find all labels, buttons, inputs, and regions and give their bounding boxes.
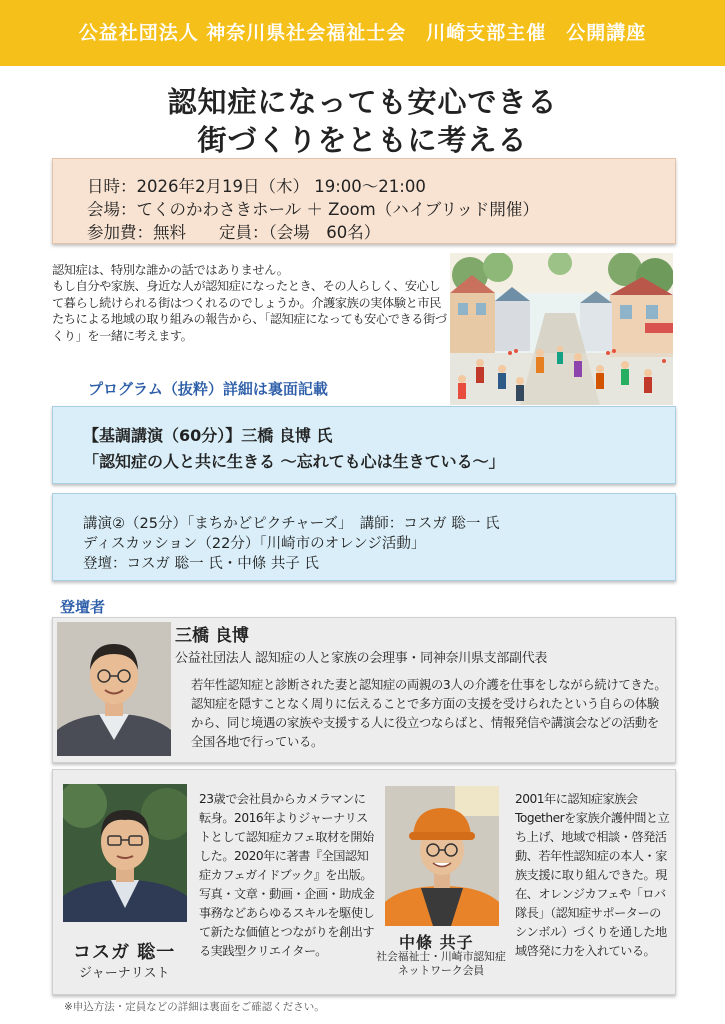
mitsuhashi-role: 公益社団法人 認知症の人と家族の会理事・同神奈川県支部副代表 [175,651,548,666]
header-banner: 公益社団法人 神奈川県社会福祉士会 川崎支部主催 公開講座 [0,0,725,66]
nakajo-photo [385,786,499,926]
keynote-box [52,406,676,484]
keynote-title: 「認知症の人と共に生きる ～忘れても心は生きている～」 [83,452,505,471]
mitsuhashi-bio: 若年性認知症と診断された妻と認知症の両親の3人の介護を仕事をしながら続けてきた。認知症を隠すことなく周りに伝えることで多方面の支援を受けられたという自らの体験から、同じ境遇の家族や支援する人に役立つならばと、情報発信や講演会などの活動を全国各地で行っている。 [191,678,667,749]
event-date: 日時：2026年2月19日（木） 19:00～21:00 [87,177,426,196]
discussion: ディスカッション（22分）「川崎市のオレンジ活動」 [83,536,426,552]
keynote-heading: 【基調講演（60分）】三橋 良博 氏 [83,426,333,445]
program-title: プログラム（抜粋）詳細は裏面記載 [88,380,328,398]
nakajo-name: 中條 共子 [399,933,474,952]
kosuga-job: ジャーナリスト [79,966,170,981]
nakajo-bio: 2001年に認知症家族会Togetherを家族介護仲間と立ち上げ、地域で相談・啓発活動、若年性認知症の本人・家族支援に取り組んできた。現在、オレンジカフェや「ロバ隊長」（認知症サポーターのシンボル）づくりを通した地域啓発に力を入れている。 [515,792,670,958]
kosuga-name: コスガ 聡一 [73,942,176,963]
speakers-heading: 登壇者 [60,598,106,616]
kosuga-photo [63,784,187,922]
footnote: ※申込方法・定員などの詳細は裏面をご確認ください。 [64,1001,325,1013]
kosuga-bio: 23歳で会社員からカメラマンに転身。2016年よりジャーナリストとして認知症カフェ取材を開始した。2020年に著書『全国認知症カフェガイドブック』を出版。写真・文章・動画・企画・助成金事務などあらゆるスキルを駆使して新たな価値とつながりを創出する実践型クリエイター。 [199,792,375,958]
speaker-panel-mitsuhashi [52,617,676,763]
page-title-line2: 街づくりをともに考える [197,123,528,157]
event-fee-capacity: 参加費：無料 定員：（会場 60名） [87,223,381,242]
event-info-box [52,158,676,244]
talks-box [52,493,676,581]
mitsuhashi-name: 三橋 良博 [175,626,249,646]
town-illustration [450,253,673,405]
mitsuhashi-photo [57,622,171,756]
panelists: 登壇：コスガ 聡一 氏・中條 共子 氏 [83,556,319,572]
page-title-line1: 認知症になっても安心できる [167,85,558,119]
intro-text: 認知症は、特別な誰かの話ではありません。 もし自分や家族、身近な人が認知症になったとき、その人らしく、安心して暮らし続けられる街はつくれるのでしょうか。介護家族の実体験と市民たちによる地域の取り組みの報告から、「認知症になっても安心できる街づくり」を一緒に考えます。 [52,263,447,343]
event-venue: 会場：てくのかわさきホール ＋ Zoom（ハイブリッド開催） [87,200,539,219]
speaker-panel-kosuga-nakajo [52,769,676,995]
talk-2: 講演②（25分）「まちかどピクチャーズ」 講師：コスガ 聡一 氏 [83,516,500,532]
nakajo-role: 社会福祉士・川崎市認知症ネットワーク会員 [376,950,506,977]
